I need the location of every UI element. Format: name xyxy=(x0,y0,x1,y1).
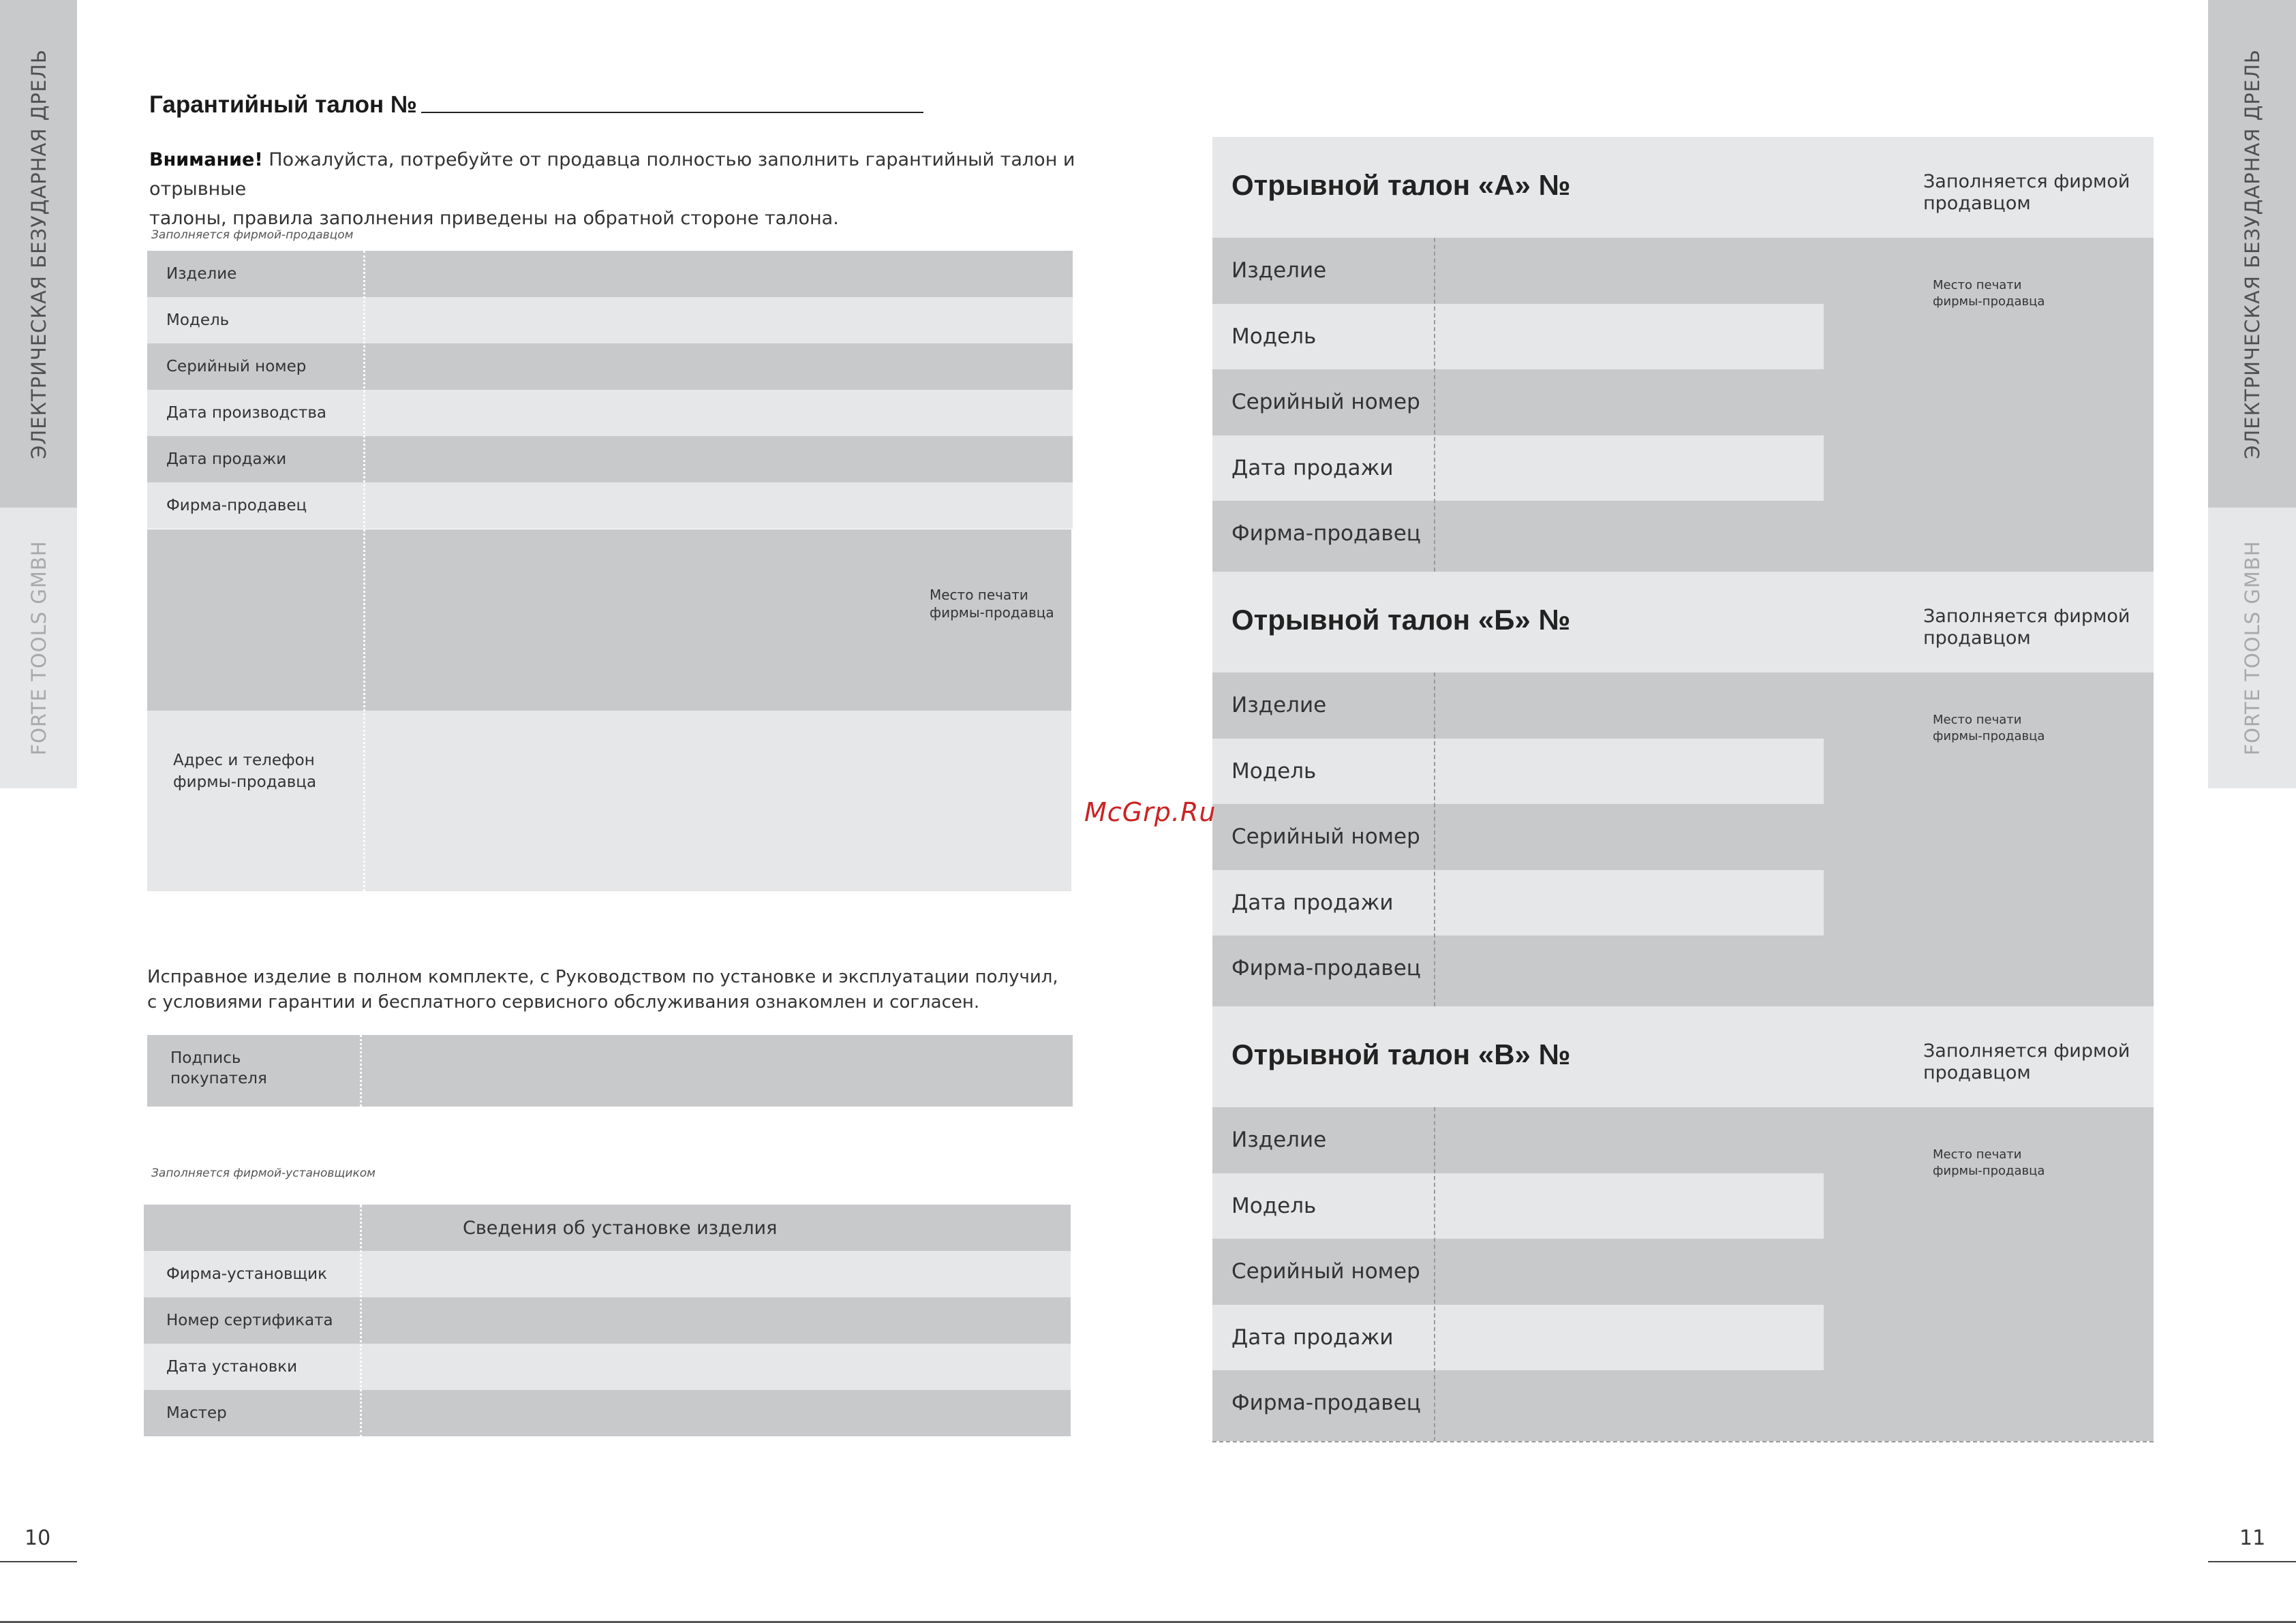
seller-stamp-line-1: Место печати xyxy=(930,587,1028,603)
ticket-fill-note-line-2: продавцом xyxy=(1923,628,2031,649)
seller-table-row xyxy=(147,390,1073,436)
install-row-label: Номер сертификата xyxy=(166,1312,333,1329)
left-side-tab-product xyxy=(0,0,77,508)
ticket-row-label: Дата продажи xyxy=(1231,455,1394,480)
seller-table-row xyxy=(147,297,1073,343)
ticket-row-label: Изделие xyxy=(1231,693,1327,717)
seller-row-label: Фирма-продавец xyxy=(166,497,307,514)
ticket-row-field[interactable] xyxy=(1435,238,1824,304)
ticket-fill-note xyxy=(1923,1040,2130,1084)
seller-row-field[interactable] xyxy=(365,297,1073,343)
warranty-title: Гарантийный талон № xyxy=(149,91,417,118)
ticket-stamp-label xyxy=(1933,712,2045,745)
seller-row-field[interactable] xyxy=(365,390,1073,436)
attention-text-1: Пожалуйста, потребуйте от продавца полностью заполнить гарантийный талон и отрывные xyxy=(149,149,1075,200)
ticket-fill-note-line-1: Заполняется фирмой xyxy=(1923,606,2130,627)
buyer-signature-field[interactable] xyxy=(362,1035,1073,1107)
page-number-left-rule xyxy=(0,1561,77,1562)
ticket-fill-note xyxy=(1923,606,2130,649)
ticket-fill-note-line-1: Заполняется фирмой xyxy=(1923,171,2130,192)
ticket-row-field[interactable] xyxy=(1435,304,1824,370)
confirmation-line-2: с условиями гарантии и бесплатного сервисного обслуживания ознакомлен и согласен. xyxy=(147,992,980,1013)
seller-address-line-2: фирмы-продавца xyxy=(173,773,317,791)
seller-address-line-1: Адрес и телефон xyxy=(173,752,315,769)
ticket-row-label: Серийный номер xyxy=(1231,1259,1420,1284)
warranty-number-line[interactable] xyxy=(421,112,923,113)
watermark: McGrp.Ru xyxy=(1084,797,1216,827)
ticket-row-field[interactable] xyxy=(1435,501,1824,567)
seller-table-row xyxy=(147,251,1073,297)
ticket-row-label: Дата продажи xyxy=(1231,890,1394,915)
confirmation-line-1: Исправное изделие в полном комплекте, с Руководством по установке и эксплуатации получил, xyxy=(147,967,1058,987)
ticket-row-field[interactable] xyxy=(1435,936,1824,1002)
page-number-right: 11 xyxy=(2239,1526,2266,1550)
seller-address-label xyxy=(173,749,316,793)
ticket-row-field[interactable] xyxy=(1435,1370,1824,1436)
installer-note: Заполняется фирмой-установщиком xyxy=(151,1166,376,1180)
right-side-brand-label: FORTE TOOLS GMBH xyxy=(2240,540,2264,756)
ticket-row-field[interactable] xyxy=(1435,435,1824,501)
attention-label: Внимание! xyxy=(149,149,263,170)
left-side-brand-label: FORTE TOOLS GMBH xyxy=(27,540,50,756)
ticket-row-label: Дата продажи xyxy=(1231,1325,1394,1350)
seller-row-label: Дата продажи xyxy=(166,450,287,468)
install-row-label: Фирма-установщик xyxy=(166,1265,328,1283)
right-side-tab-brand xyxy=(2208,508,2296,788)
install-table-row xyxy=(144,1390,1071,1436)
ticket-divider xyxy=(1434,1107,1435,1441)
ticket-row-label: Изделие xyxy=(1231,258,1327,283)
ticket-row-label: Фирма-продавец xyxy=(1231,521,1421,546)
install-row-field[interactable] xyxy=(362,1390,1071,1436)
ticket-row-field[interactable] xyxy=(1435,1305,1824,1371)
ticket-stamp-label xyxy=(1933,1147,2045,1179)
install-row-label: Мастер xyxy=(166,1404,227,1422)
ticket-stamp-line-2: фирмы-продавца xyxy=(1933,294,2045,309)
seller-note: Заполняется фирмой-продавцом xyxy=(151,228,354,242)
page-number-left: 10 xyxy=(25,1526,51,1550)
ticket-row-field[interactable] xyxy=(1435,804,1824,870)
ticket-row-field[interactable] xyxy=(1435,369,1824,435)
ticket-row-field[interactable] xyxy=(1435,739,1824,805)
ticket-fill-note-line-1: Заполняется фирмой xyxy=(1923,1040,2130,1062)
attention-paragraph xyxy=(149,145,1137,233)
install-row-label: Дата установки xyxy=(166,1358,298,1376)
ticket-row-field[interactable] xyxy=(1435,673,1824,739)
attention-text-2: талоны, правила заполнения приведены на обратной стороне талона. xyxy=(149,208,839,229)
ticket-row-label: Модель xyxy=(1231,1193,1317,1218)
seller-stamp-label xyxy=(930,586,1054,621)
ticket-stamp-line-1: Место печати xyxy=(1933,1147,2022,1162)
install-table-row xyxy=(144,1297,1071,1344)
seller-row-field[interactable] xyxy=(365,436,1073,482)
ticket-stamp-line-1: Место печати xyxy=(1933,713,2022,727)
install-header: Сведения об установке изделия xyxy=(463,1218,778,1239)
ticket-row-label: Фирма-продавец xyxy=(1231,956,1421,981)
seller-row-label: Модель xyxy=(166,311,230,329)
ticket-fill-note xyxy=(1923,171,2130,215)
install-table-row xyxy=(144,1344,1071,1390)
seller-row-label: Серийный номер xyxy=(166,358,307,375)
ticket-row-label: Фирма-продавец xyxy=(1231,1391,1421,1416)
seller-row-field[interactable] xyxy=(365,482,1073,529)
ticket-fill-note-line-2: продавцом xyxy=(1923,1062,2031,1083)
seller-table-row xyxy=(147,436,1073,482)
install-row-field[interactable] xyxy=(362,1297,1071,1344)
ticket-row-label: Изделие xyxy=(1231,1128,1327,1152)
ticket-cut-line-bottom xyxy=(1212,1441,2154,1442)
seller-row-label: Дата производства xyxy=(166,404,326,422)
ticket-title: Отрывной талон «Б» № xyxy=(1231,604,1571,636)
right-side-tab-product xyxy=(2208,0,2296,508)
seller-stamp-line-2: фирмы-продавца xyxy=(930,604,1054,621)
ticket-title: Отрывной талон «А» № xyxy=(1231,169,1571,201)
seller-address-block xyxy=(147,711,1071,891)
seller-row-field[interactable] xyxy=(365,251,1073,297)
ticket-title: Отрывной талон «В» № xyxy=(1231,1038,1571,1070)
ticket-divider xyxy=(1434,238,1435,572)
ticket-row-field[interactable] xyxy=(1435,1107,1824,1173)
ticket-row-label: Модель xyxy=(1231,758,1317,784)
buyer-signature-line-1: Подпись xyxy=(170,1049,241,1067)
ticket-stamp-line-2: фирмы-продавца xyxy=(1933,1164,2045,1178)
buyer-signature-line-2: покупателя xyxy=(170,1070,267,1087)
ticket-row-field[interactable] xyxy=(1435,1173,1824,1239)
ticket-row-field[interactable] xyxy=(1435,1239,1824,1305)
seller-table-row xyxy=(147,482,1073,529)
install-row-field[interactable] xyxy=(362,1251,1071,1297)
seller-table-row xyxy=(147,343,1073,390)
page-number-right-rule xyxy=(2208,1561,2296,1562)
left-side-product-label: ЭЛЕКТРИЧЕСКАЯ БЕЗУДАРНАЯ ДРЕЛЬ xyxy=(27,48,50,459)
ticket-fill-note-line-2: продавцом xyxy=(1923,193,2031,214)
buyer-signature-label xyxy=(170,1048,267,1089)
ticket-stamp-label xyxy=(1933,277,2045,310)
right-side-product-label: ЭЛЕКТРИЧЕСКАЯ БЕЗУДАРНАЯ ДРЕЛЬ xyxy=(2240,48,2264,459)
seller-row-label: Изделие xyxy=(166,265,237,283)
ticket-row-label: Модель xyxy=(1231,324,1317,349)
install-table-row xyxy=(144,1251,1071,1297)
ticket-row-label: Серийный номер xyxy=(1231,390,1420,415)
left-side-tab-brand xyxy=(0,508,77,788)
ticket-row-label: Серийный номер xyxy=(1231,824,1420,850)
ticket-stamp-line-2: фирмы-продавца xyxy=(1933,729,2045,743)
seller-table-divider xyxy=(363,251,365,891)
seller-row-field[interactable] xyxy=(365,343,1073,390)
ticket-stamp-line-1: Место печати xyxy=(1933,278,2022,292)
install-table-divider xyxy=(360,1205,362,1438)
install-row-field[interactable] xyxy=(362,1344,1071,1390)
confirmation-paragraph xyxy=(147,965,1169,1015)
ticket-row-field[interactable] xyxy=(1435,870,1824,936)
ticket-divider xyxy=(1434,673,1435,1006)
